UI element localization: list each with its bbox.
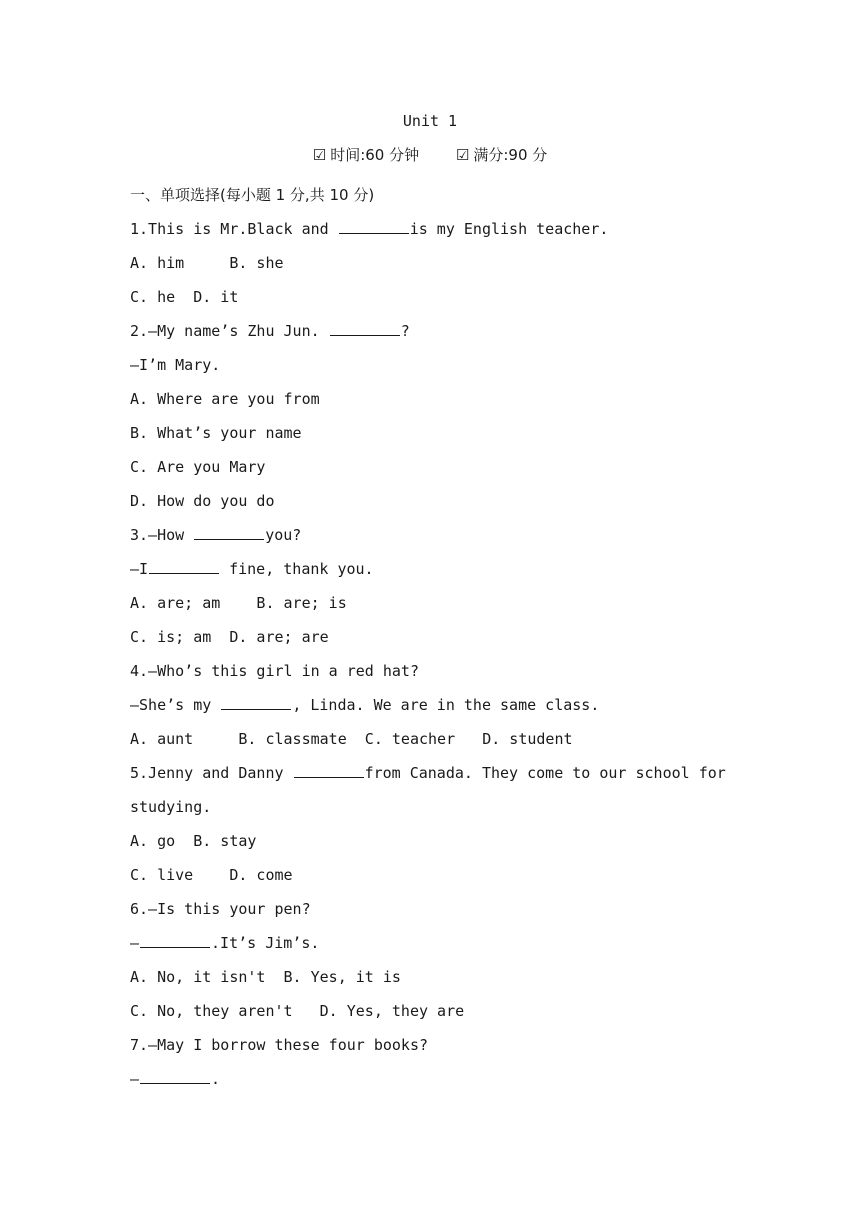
answer-blank (194, 521, 264, 540)
question-5-options-ab: A. go B. stay (130, 832, 257, 850)
question-text: 2.—My name’s Zhu Jun. (130, 322, 329, 340)
question-6: 6.—Is this your pen? (130, 900, 311, 918)
question-text: fine, thank you. (220, 560, 374, 578)
question-2-option-b: B. What’s your name (130, 424, 302, 442)
question-6-options-ab: A. No, it isn't B. Yes, it is (130, 968, 401, 986)
page-title: Unit 1 (402, 112, 458, 130)
score-label: 满分:90 分 (473, 146, 548, 164)
exam-meta (0, 144, 860, 166)
question-text: .It’s Jim’s. (211, 934, 320, 952)
question-3-options-ab: A. are; am B. are; is (130, 594, 347, 612)
question-2-reply: —I’m Mary. (130, 356, 221, 374)
question-3-reply (130, 552, 720, 586)
question-3 (130, 518, 720, 552)
question-text: you? (265, 526, 302, 544)
checkbox-checked-icon: ☑ (312, 146, 327, 164)
answer-blank (149, 555, 219, 574)
question-1-options-cd: C. he D. it (130, 288, 239, 306)
question-2 (130, 314, 720, 348)
checkbox-checked-icon: ☑ (455, 146, 470, 164)
question-2-option-d: D. How do you do (130, 492, 275, 510)
question-7-reply (130, 1062, 720, 1096)
question-1-options-ab: A. him B. she (130, 254, 284, 272)
score-info (456, 144, 547, 166)
question-text: is my English teacher. (409, 220, 609, 238)
answer-blank (294, 759, 364, 778)
question-6-reply (130, 926, 720, 960)
question-text: 1.This is Mr.Black and (130, 220, 338, 238)
question-4: 4.—Who’s this girl in a red hat? (130, 662, 419, 680)
question-4-options: A. aunt B. classmate C. teacher D. student (130, 730, 573, 748)
question-text: —She’s my (130, 696, 221, 714)
question-text: from Canada. They come to our school for (364, 764, 726, 782)
question-3-options-cd: C. is; am D. are; are (130, 628, 329, 646)
section-heading: 一、单项选择(每小题 1 分,共 10 分) (130, 186, 375, 204)
answer-blank (339, 215, 409, 234)
question-2-option-a: A. Where are you from (130, 390, 320, 408)
question-list (130, 178, 726, 1096)
answer-blank (140, 1065, 210, 1084)
question-text: . (211, 1070, 221, 1088)
question-2-option-c: C. Are you Mary (130, 458, 266, 476)
question-text: ? (400, 322, 410, 340)
question-text: 3.—How (130, 526, 194, 544)
question-text: — (130, 1070, 140, 1088)
answer-blank (221, 691, 291, 710)
question-5-options-cd: C. live D. come (130, 866, 293, 884)
question-text: — (130, 934, 140, 952)
question-6-options-cd: C. No, they aren't D. Yes, they are (130, 1002, 465, 1020)
question-text: , Linda. We are in the same class. (292, 696, 600, 714)
question-text: 5.Jenny and Danny (130, 764, 293, 782)
time-info (313, 144, 419, 166)
answer-blank (140, 929, 210, 948)
question-7: 7.—May I borrow these four books? (130, 1036, 429, 1054)
question-text: —I (130, 560, 149, 578)
answer-blank (330, 317, 400, 336)
question-5 (130, 756, 726, 790)
question-1 (130, 212, 720, 246)
time-label: 时间:60 分钟 (330, 146, 420, 164)
question-5-continued: studying. (130, 798, 212, 816)
question-4-reply (130, 688, 720, 722)
